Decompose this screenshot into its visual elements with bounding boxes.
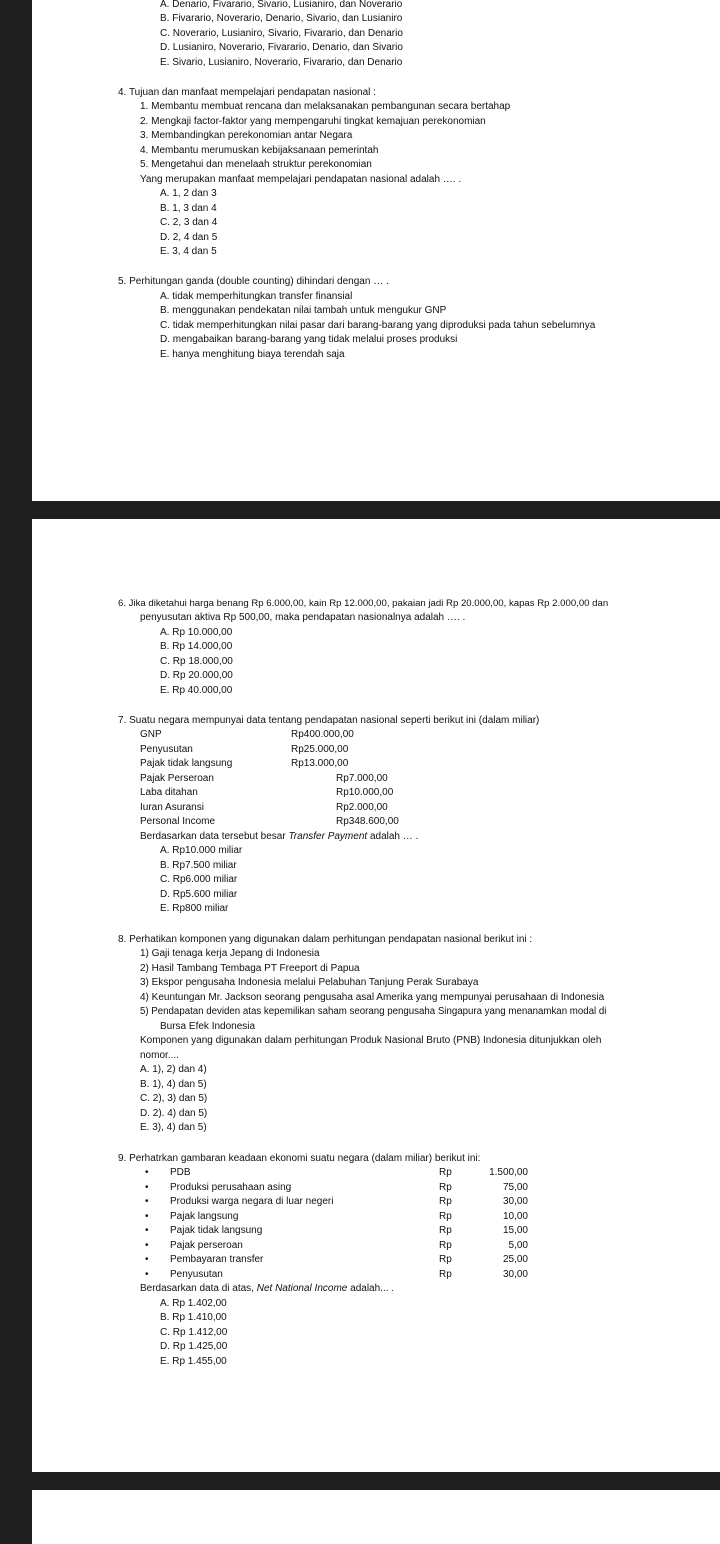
- q9-value-pdb: 1.500,00: [489, 1167, 528, 1178]
- q5-option-b: B. menggunakan pendekatan nilai tambah untuk mengukur GNP: [160, 305, 447, 316]
- q8-option-e: E. 3), 4) dan 5): [140, 1122, 207, 1133]
- q9-option-e: E. Rp 1.455,00: [160, 1356, 227, 1367]
- q7-question: Berdasarkan data tersebut besar Transfer Payment adalah … .: [140, 831, 419, 842]
- q9-value-pajak-langsung: 10,00: [502, 1211, 528, 1222]
- q4-option-c: C. 2, 3 dan 4: [160, 217, 218, 228]
- q4-item-4: 4. Membantu merumuskan kebijaksanaan pemerintah: [140, 145, 379, 156]
- q9-option-c: C. Rp 1.412,00: [160, 1327, 228, 1338]
- q9-currency: Rp: [439, 1254, 452, 1265]
- q8-item-1: 1) Gaji tenaga kerja Jepang di Indonesia: [140, 948, 320, 959]
- q7-stem: 7. Suatu negara mempunyai data tentang pendapatan nasional seperti berikut ini (dalam miliar): [118, 715, 540, 726]
- q4-option-b: B. 1, 3 dan 4: [160, 203, 217, 214]
- q4-question: Yang merupakan manfaat mempelajari pendapatan nasional adalah …. .: [140, 174, 462, 185]
- q9-value-pajak-tidak-langsung: 15,00: [502, 1225, 528, 1236]
- q3-option-a: A. Denario, Fivarario, Sivario, Lusianiro, dan Noverario: [160, 0, 403, 10]
- q9-value-produksi-warga-negara-luar-negeri: 30,00: [502, 1196, 528, 1207]
- q7-value-penyusutan: Rp25.000,00: [291, 744, 349, 755]
- q9-label-pajak-langsung: Pajak langsung: [170, 1211, 239, 1222]
- q7-value-iuran-asuransi: Rp2.000,00: [336, 802, 388, 813]
- q9-question: Berdasarkan data di atas, Net National Income adalah... .: [140, 1283, 395, 1294]
- q7-label-personal-income: Personal Income: [140, 816, 216, 827]
- q8-stem: 8. Perhatikan komponen yang digunakan dalam perhitungan pendapatan nasional berikut ini :: [118, 934, 533, 945]
- q4-stem: 4. Tujuan dan manfaat mempelajari pendapatan nasional :: [118, 87, 376, 98]
- q9-currency: Rp: [439, 1269, 452, 1280]
- q7-option-a: A. Rp10.000 miliar: [160, 845, 243, 856]
- q9-label-produksi-warga-negara-luar-negeri: Produksi warga negara di luar negeri: [170, 1196, 334, 1207]
- q3-option-d: D. Lusianiro, Noverario, Fivarario, Denario, dan Sivario: [160, 42, 403, 53]
- q6-option-b: B. Rp 14.000,00: [160, 641, 233, 652]
- q7-value-personal-income: Rp348.600,00: [336, 816, 399, 827]
- q9-value-produksi-perusahaan-asing: 75,00: [502, 1182, 528, 1193]
- q9-bullet: •: [145, 1254, 149, 1265]
- q9-value-pajak-perseroan: 5,00: [508, 1240, 528, 1251]
- q8-item-2: 2) Hasil Tambang Tembaga PT Freeport di Papua: [140, 963, 360, 974]
- q9-bullet: •: [145, 1240, 149, 1251]
- q7-label-pajak-tidak-langsung: Pajak tidak langsung: [140, 758, 233, 769]
- q4-item-3: 3. Membandingkan perekonomian antar Negara: [140, 130, 353, 141]
- q9-currency: Rp: [439, 1182, 452, 1193]
- document-page-1: [32, 0, 720, 501]
- q7-value-pajak-tidak-langsung: Rp13.000,00: [291, 758, 349, 769]
- q7-value-pajak-perseroan: Rp7.000,00: [336, 773, 388, 784]
- q6-stem-line1: 6. Jika diketahui harga benang Rp 6.000,00, kain Rp 12.000,00, pakaian jadi Rp 20.000,00, kapas Rp 2.000,00 dan: [118, 598, 609, 609]
- q3-option-c: C. Noverario, Lusianiro, Sivario, Fivarario, dan Denario: [160, 28, 403, 39]
- q6-option-c: C. Rp 18.000,00: [160, 656, 233, 667]
- q6-stem-line2: penyusutan aktiva Rp 500,00, maka pendapatan nasionalnya adalah …. .: [140, 612, 466, 623]
- q7-option-b: B. Rp7.500 miliar: [160, 860, 237, 871]
- q5-stem: 5. Perhitungan ganda (double counting) dihindari dengan … .: [118, 276, 389, 287]
- q9-bullet: •: [145, 1196, 149, 1207]
- q3-option-e: E. Sivario, Lusianiro, Noverario, Fivarario, dan Denario: [160, 57, 403, 68]
- q4-item-5: 5. Mengetahui dan menelaah struktur perekonomian: [140, 159, 372, 170]
- q7-label-iuran-asuransi: Iuran Asuransi: [140, 802, 204, 813]
- q4-item-2: 2. Mengkaji factor-faktor yang mempengaruhi tingkat kemajuan perekonomian: [140, 116, 486, 127]
- q9-currency: Rp: [439, 1196, 452, 1207]
- q5-option-d: D. mengabaikan barang-barang yang tidak melalui proses produksi: [160, 334, 458, 345]
- q8-option-b: B. 1), 4) dan 5): [140, 1079, 207, 1090]
- document-page-2: [32, 519, 720, 1472]
- q9-stem: 9. Perhatrkan gambaran keadaan ekonomi suatu negara (dalam miliar) berikut ini:: [118, 1153, 481, 1164]
- q7-value-gnp: Rp400.000,00: [291, 729, 354, 740]
- q7-label-laba-ditahan: Laba ditahan: [140, 787, 198, 798]
- q8-item-3: 3) Ekspor pengusaha Indonesia melalui Pelabuhan Tanjung Perak Surabaya: [140, 977, 479, 988]
- q4-option-e: E. 3, 4 dan 5: [160, 246, 217, 257]
- q7-label-penyusutan: Penyusutan: [140, 744, 193, 755]
- q9-bullet: •: [145, 1182, 149, 1193]
- q3-option-b: B. Fivarario, Noverario, Denario, Sivario, dan Lusianiro: [160, 13, 403, 24]
- q9-currency: Rp: [439, 1167, 452, 1178]
- q4-item-1: 1. Membantu membuat rencana dan melaksanakan pembangunan secara bertahap: [140, 101, 511, 112]
- q7-value-laba-ditahan: Rp10.000,00: [336, 787, 394, 798]
- q6-option-e: E. Rp 40.000,00: [160, 685, 233, 696]
- q7-label-gnp: GNP: [140, 729, 162, 740]
- q6-option-a: A. Rp 10.000,00: [160, 627, 233, 638]
- q9-value-penyusutan: 30,00: [502, 1269, 528, 1280]
- q9-option-a: A. Rp 1.402,00: [160, 1298, 227, 1309]
- q9-currency: Rp: [439, 1240, 452, 1251]
- q4-option-a: A. 1, 2 dan 3: [160, 188, 217, 199]
- q9-bullet: •: [145, 1269, 149, 1280]
- q6-option-d: D. Rp 20.000,00: [160, 670, 233, 681]
- q9-bullet: •: [145, 1225, 149, 1236]
- q8-question-line2: nomor....: [140, 1050, 179, 1061]
- q9-bullet: •: [145, 1211, 149, 1222]
- q9-option-b: B. Rp 1.410,00: [160, 1312, 227, 1323]
- q4-option-d: D. 2, 4 dan 5: [160, 232, 218, 243]
- q9-option-d: D. Rp 1.425,00: [160, 1341, 228, 1352]
- q9-label-produksi-perusahaan-asing: Produksi perusahaan asing: [170, 1182, 292, 1193]
- q7-option-c: C. Rp6.000 miliar: [160, 874, 238, 885]
- q8-item-5: 5) Pendapatan deviden atas kepemilikan saham seorang pengusaha Singapura yang menanamkan modal di: [140, 1006, 607, 1017]
- q7-label-pajak-perseroan: Pajak Perseroan: [140, 773, 214, 784]
- q9-currency: Rp: [439, 1211, 452, 1222]
- q8-option-c: C. 2), 3) dan 5): [140, 1093, 208, 1104]
- q8-item-4: 4) Keuntungan Mr. Jackson seorang pengusaha asal Amerika yang mempunyai perusahaan di Indonesia: [140, 992, 605, 1003]
- q8-question-line1: Komponen yang digunakan dalam perhitungan Produk Nasional Bruto (PNB) Indonesia ditunjukkan oleh: [140, 1035, 602, 1046]
- q9-value-pembayaran-transfer: 25,00: [502, 1254, 528, 1265]
- q5-option-c: C. tidak memperhitungkan nilai pasar dari barang-barang yang diproduksi pada tahun sebelumnya: [160, 320, 596, 331]
- q7-option-d: D. Rp5.600 miliar: [160, 889, 238, 900]
- q9-currency: Rp: [439, 1225, 452, 1236]
- q9-label-pembayaran-transfer: Pembayaran transfer: [170, 1254, 264, 1265]
- q8-item-5-continued: Bursa Efek Indonesia: [160, 1021, 256, 1032]
- q5-option-a: A. tidak memperhitungkan transfer finansial: [160, 291, 353, 302]
- q8-option-d: D. 2). 4) dan 5): [140, 1108, 208, 1119]
- q9-label-penyusutan: Penyusutan: [170, 1269, 223, 1280]
- q9-label-pajak-tidak-langsung: Pajak tidak langsung: [170, 1225, 263, 1236]
- q9-label-pdb: PDB: [170, 1167, 191, 1178]
- q5-option-e: E. hanya menghitung biaya terendah saja: [160, 349, 345, 360]
- q7-option-e: E. Rp800 miliar: [160, 903, 229, 914]
- q9-bullet: •: [145, 1167, 149, 1178]
- q9-label-pajak-perseroan: Pajak perseroan: [170, 1240, 243, 1251]
- q8-option-a: A. 1), 2) dan 4): [140, 1064, 207, 1075]
- document-page-3: [32, 1490, 720, 1544]
